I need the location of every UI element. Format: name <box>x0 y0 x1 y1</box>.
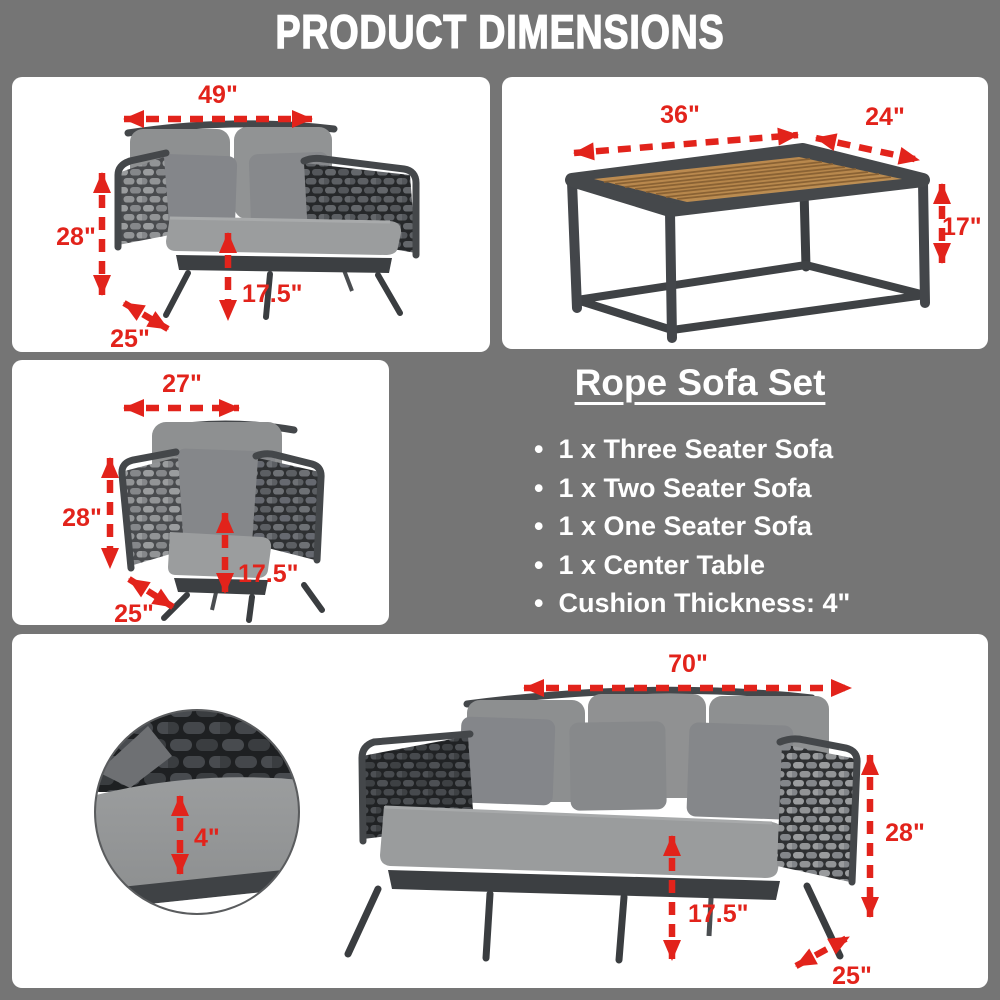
list-item-label: 1 x One Seater Sofa <box>558 511 813 541</box>
dim-label-one-seater-depth: 25" <box>114 600 154 625</box>
dim-label-two-seater-seat-height: 17.5" <box>242 280 303 308</box>
list-item <box>534 430 900 469</box>
list-item <box>534 469 900 508</box>
dim-label-one-seater-width: 27" <box>162 370 202 398</box>
bullet-icon: • <box>534 588 544 618</box>
height-dimension-arrow <box>870 755 925 917</box>
set-info-list <box>500 430 900 623</box>
dim-label-three-seater-height: 28" <box>885 819 925 847</box>
list-item <box>534 546 900 585</box>
bullet-icon: • <box>534 434 544 464</box>
one-seater-sofa-illustration <box>12 360 389 625</box>
dim-label-three-seater-seat-height: 17.5" <box>688 900 749 928</box>
list-item-label: 1 x Center Table <box>558 549 766 580</box>
panel-two-seater-sofa <box>12 77 490 352</box>
dim-label-table-height: 17" <box>942 213 982 241</box>
dim-label-two-seater-width: 49" <box>198 81 238 109</box>
bullet-icon: • <box>534 511 544 541</box>
dim-label-one-seater-seat-height: 17.5" <box>238 560 299 588</box>
list-item-label: Cushion Thickness: 4" <box>558 588 851 618</box>
cushion-zoom-circle <box>82 697 317 924</box>
width-dimension-arrow <box>124 81 312 119</box>
center-table <box>572 150 925 338</box>
list-item <box>534 584 900 623</box>
height-dimension-arrow <box>942 184 982 263</box>
set-info-heading: Rope Sofa Set <box>574 362 826 403</box>
panel-one-seater-sofa <box>12 360 389 625</box>
set-info <box>500 362 900 623</box>
depth-dimension-arrow <box>110 303 168 352</box>
height-dimension-arrow <box>62 458 110 568</box>
width-dimension-arrow <box>124 370 239 408</box>
list-item <box>534 507 900 546</box>
three-seater-sofa-illustration <box>12 634 988 988</box>
dim-label-two-seater-depth: 25" <box>110 325 150 352</box>
panel-three-seater-sofa <box>12 634 988 988</box>
center-table-illustration <box>502 77 988 349</box>
dim-label-three-seater-depth: 25" <box>832 962 872 988</box>
dim-label-three-seater-width: 70" <box>668 650 708 678</box>
bullet-icon: • <box>534 549 544 580</box>
dim-label-cushion-thickness: 4" <box>194 824 220 852</box>
list-item-label: 1 x Two Seater Sofa <box>558 472 812 503</box>
page-title: PRODUCT DIMENSIONS <box>275 5 725 58</box>
two-seater-sofa-illustration <box>12 77 490 352</box>
panel-center-table <box>502 77 988 349</box>
list-item-label: 1 x Three Seater Sofa <box>558 434 834 464</box>
height-dimension-arrow <box>56 173 102 295</box>
dim-label-table-length: 36" <box>660 101 700 129</box>
dim-label-table-depth: 24" <box>865 103 905 131</box>
dim-label-two-seater-height: 28" <box>56 223 96 251</box>
length-dimension-arrow <box>574 101 798 153</box>
dim-label-one-seater-height: 28" <box>62 504 102 532</box>
three-seater-sofa <box>348 690 857 960</box>
bullet-icon: • <box>534 472 544 503</box>
width-dimension-arrow <box>524 650 851 688</box>
